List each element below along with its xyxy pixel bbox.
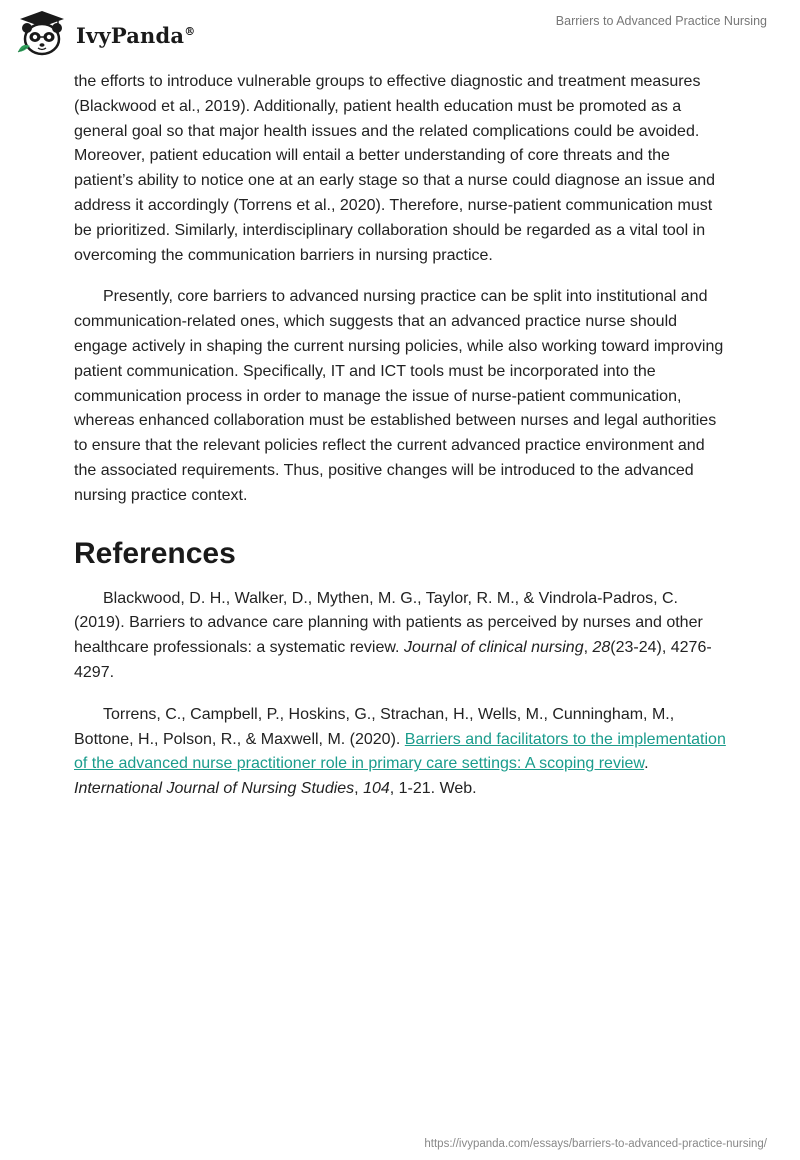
registered-mark: ® bbox=[184, 24, 196, 38]
ivypanda-logo[interactable] bbox=[14, 8, 195, 58]
reference-entry-torrens: Torrens, C., Campbell, P., Hoskins, G., Strachan, H., Wells, M., Cunningham, M., Bottone, H., Polson, R., & Maxwell, M. (2020). Barriers and facilitators to the implementation of the advanced nurse practitioner role in primary care settings: A scoping review. International Journal of Nursing Studies, 104, 1-21. Web. bbox=[74, 705, 726, 798]
journal-volume: 104 bbox=[363, 780, 390, 798]
body-paragraph-conclusion: Presently, core barriers to advanced nursing practice can be split into institutional and communication-related ones, which suggests that an advanced practice nurse should engage actively in shaping the current nursing policies, while also working toward improving patient communication. Specifically, IT and ICT tools must be incorporated into the communication process in order to manage the issue of nurse-patient communication, whereas enhanced collaboration must be established between nurses and legal authorities to ensure that the relevant policies reflect the current advanced practice environment and the associated requirements. Thus, positive changes will be introduced to the advanced nursing practice context. bbox=[74, 288, 724, 504]
journal-volume: 28 bbox=[592, 639, 611, 657]
reference-article-link[interactable]: Barriers and facilitators to the implementation of the advanced nurse practitioner role in primary care settings: A scoping review bbox=[74, 730, 726, 773]
essay-content bbox=[74, 70, 726, 802]
footer-source-url: https://ivypanda.com/essays/barriers-to-advanced-practice-nursing/ bbox=[424, 1138, 767, 1150]
journal-title: International Journal of Nursing Studies bbox=[74, 780, 355, 798]
brand-name: IvyPanda® bbox=[76, 22, 196, 48]
references-heading: References bbox=[74, 536, 236, 570]
running-title: Barriers to Advanced Practice Nursing bbox=[555, 14, 767, 28]
reference-entry-blackwood: Blackwood, D. H., Walker, D., Mythen, M. G., Taylor, R. M., & Vindrola-Padros, C. (2019). Barriers to advance care planning with patients as perceived by nurses and other healthcare professionals: a systematic review. Journal of clinical nursing, 28(23-24), 4276-4297. bbox=[74, 589, 712, 681]
panda-logo-icon bbox=[14, 8, 70, 58]
journal-title: Journal of clinical nursing bbox=[403, 639, 584, 657]
body-paragraph-continued: the efforts to introduce vulnerable groups to effective diagnostic and treatment measures (Blackwood et al., 2019). Additionally, patient health education must be promoted as a general goal so that major health issues and the related complications could be avoided. Moreover, patient education will entail a better understanding of core threats and the patient’s ability to notice one at an early stage so that a nurse could diagnose an issue and address it accordingly (Torrens et al., 2020). Therefore, nurse-patient communication must be prioritized. Similarly, interdisciplinary collaboration should be regarded as a vital tool in overcoming the communication barriers in nursing practice. bbox=[74, 73, 716, 264]
page-header bbox=[0, 0, 800, 70]
